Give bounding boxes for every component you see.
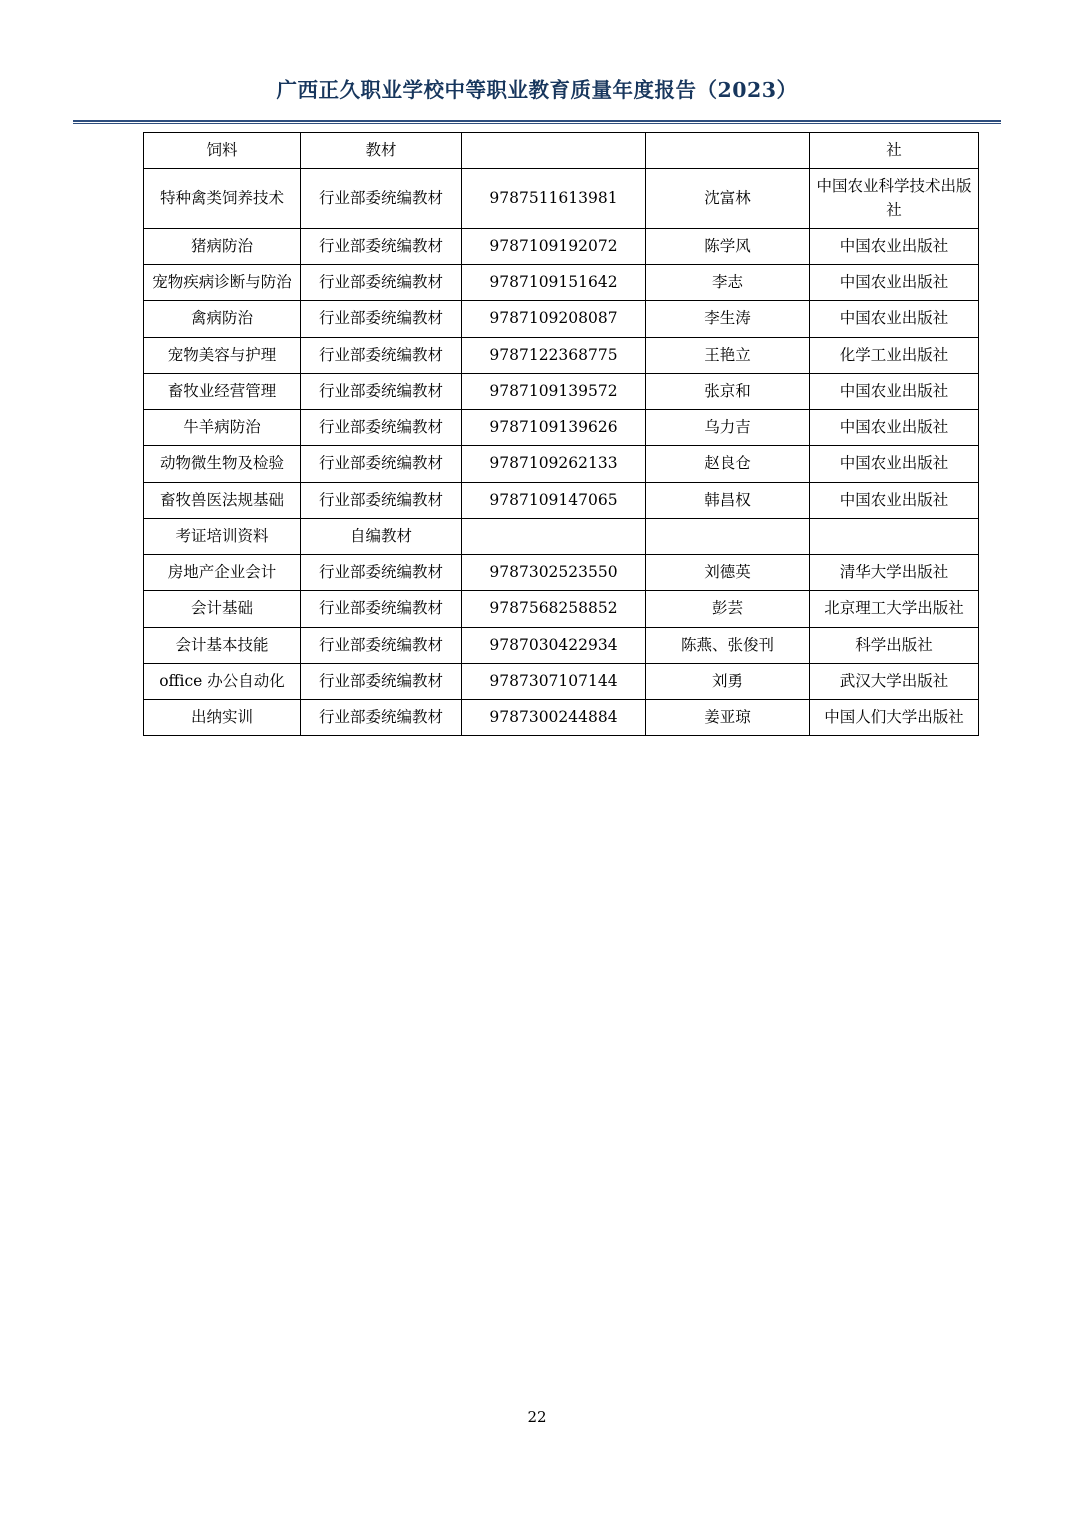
cell-book-publisher: 中国农业出版社 — [810, 265, 979, 301]
cell-book-type: 行业部委统编教材 — [301, 373, 462, 409]
textbook-table — [143, 132, 979, 736]
table-body — [144, 133, 979, 736]
cell-book-type: 行业部委统编教材 — [301, 228, 462, 264]
cell-book-isbn: 9787302523550 — [462, 555, 646, 591]
cell-book-isbn: 9787122368775 — [462, 337, 646, 373]
table-row — [144, 410, 979, 446]
table-row — [144, 627, 979, 663]
cell-book-type: 行业部委统编教材 — [301, 591, 462, 627]
cell-book-name: 宠物疾病诊断与防治 — [144, 265, 301, 301]
cell-book-isbn: 9787109192072 — [462, 228, 646, 264]
table-row — [144, 700, 979, 736]
cell-book-publisher: 中国农业出版社 — [810, 373, 979, 409]
cell-book-type: 行业部委统编教材 — [301, 446, 462, 482]
cell-book-author — [646, 518, 810, 554]
table-row — [144, 446, 979, 482]
cell-book-isbn: 9787109139626 — [462, 410, 646, 446]
cell-book-name: 畜牧兽医法规基础 — [144, 482, 301, 518]
cell-book-isbn: 9787109151642 — [462, 265, 646, 301]
cell-book-author: 李志 — [646, 265, 810, 301]
cell-book-author: 刘德英 — [646, 555, 810, 591]
cell-book-type: 自编教材 — [301, 518, 462, 554]
cell-book-author: 王艳立 — [646, 337, 810, 373]
cell-book-type: 行业部委统编教材 — [301, 482, 462, 518]
cell-book-publisher: 中国农业出版社 — [810, 446, 979, 482]
cell-book-author: 刘勇 — [646, 663, 810, 699]
cell-book-isbn: 9787030422934 — [462, 627, 646, 663]
cell-book-publisher: 科学出版社 — [810, 627, 979, 663]
cell-book-author: 李生涛 — [646, 301, 810, 337]
cell-book-author: 赵良仓 — [646, 446, 810, 482]
cell-book-publisher: 社 — [810, 133, 979, 169]
table-row — [144, 169, 979, 229]
cell-book-type: 行业部委统编教材 — [301, 301, 462, 337]
cell-book-type: 行业部委统编教材 — [301, 555, 462, 591]
table-row — [144, 228, 979, 264]
cell-book-isbn: 9787109262133 — [462, 446, 646, 482]
cell-book-type: 教材 — [301, 133, 462, 169]
cell-book-author: 沈富林 — [646, 169, 810, 229]
cell-book-publisher — [810, 518, 979, 554]
cell-book-name: office 办公自动化 — [144, 663, 301, 699]
cell-book-name: 考证培训资料 — [144, 518, 301, 554]
cell-book-name: 畜牧业经营管理 — [144, 373, 301, 409]
cell-book-publisher: 化学工业出版社 — [810, 337, 979, 373]
cell-book-name: 特种禽类饲养技术 — [144, 169, 301, 229]
table-row — [144, 555, 979, 591]
cell-book-isbn: 9787300244884 — [462, 700, 646, 736]
cell-book-isbn: 9787109147065 — [462, 482, 646, 518]
cell-book-name: 猪病防治 — [144, 228, 301, 264]
cell-book-type: 行业部委统编教材 — [301, 169, 462, 229]
cell-book-publisher: 清华大学出版社 — [810, 555, 979, 591]
cell-book-publisher: 中国人们大学出版社 — [810, 700, 979, 736]
cell-book-isbn — [462, 133, 646, 169]
table-row — [144, 133, 979, 169]
cell-book-name: 动物微生物及检验 — [144, 446, 301, 482]
cell-book-author — [646, 133, 810, 169]
cell-book-author: 彭芸 — [646, 591, 810, 627]
cell-book-isbn — [462, 518, 646, 554]
cell-book-publisher: 武汉大学出版社 — [810, 663, 979, 699]
cell-book-type: 行业部委统编教材 — [301, 700, 462, 736]
cell-book-isbn: 9787511613981 — [462, 169, 646, 229]
table-row — [144, 337, 979, 373]
table-row — [144, 518, 979, 554]
cell-book-type: 行业部委统编教材 — [301, 627, 462, 663]
page-number: 22 — [527, 1408, 547, 1426]
cell-book-name: 宠物美容与护理 — [144, 337, 301, 373]
table-row — [144, 663, 979, 699]
cell-book-name: 房地产企业会计 — [144, 555, 301, 591]
cell-book-isbn: 9787568258852 — [462, 591, 646, 627]
cell-book-type: 行业部委统编教材 — [301, 410, 462, 446]
cell-book-type: 行业部委统编教材 — [301, 265, 462, 301]
cell-book-name: 出纳实训 — [144, 700, 301, 736]
cell-book-isbn: 9787307107144 — [462, 663, 646, 699]
table-row — [144, 591, 979, 627]
cell-book-publisher: 北京理工大学出版社 — [810, 591, 979, 627]
cell-book-publisher: 中国农业出版社 — [810, 228, 979, 264]
table-row — [144, 373, 979, 409]
header-title: 广西正久职业学校中等职业教育质量年度报告（2023） — [276, 78, 798, 102]
table-row — [144, 301, 979, 337]
table-row — [144, 482, 979, 518]
cell-book-publisher: 中国农业出版社 — [810, 410, 979, 446]
cell-book-name: 禽病防治 — [144, 301, 301, 337]
cell-book-name: 饲料 — [144, 133, 301, 169]
cell-book-author: 陈学风 — [646, 228, 810, 264]
cell-book-author: 乌力吉 — [646, 410, 810, 446]
cell-book-isbn: 9787109208087 — [462, 301, 646, 337]
cell-book-type: 行业部委统编教材 — [301, 663, 462, 699]
cell-book-name: 牛羊病防治 — [144, 410, 301, 446]
header-divider — [73, 120, 1001, 124]
cell-book-author: 张京和 — [646, 373, 810, 409]
cell-book-author: 姜亚琼 — [646, 700, 810, 736]
cell-book-author: 韩昌权 — [646, 482, 810, 518]
cell-book-publisher: 中国农业科学技术出版社 — [810, 169, 979, 229]
cell-book-publisher: 中国农业出版社 — [810, 482, 979, 518]
cell-book-name: 会计基础 — [144, 591, 301, 627]
cell-book-isbn: 9787109139572 — [462, 373, 646, 409]
cell-book-type: 行业部委统编教材 — [301, 337, 462, 373]
page-header — [0, 78, 1074, 103]
cell-book-publisher: 中国农业出版社 — [810, 301, 979, 337]
cell-book-author: 陈燕、张俊刊 — [646, 627, 810, 663]
cell-book-name: 会计基本技能 — [144, 627, 301, 663]
table-row — [144, 265, 979, 301]
